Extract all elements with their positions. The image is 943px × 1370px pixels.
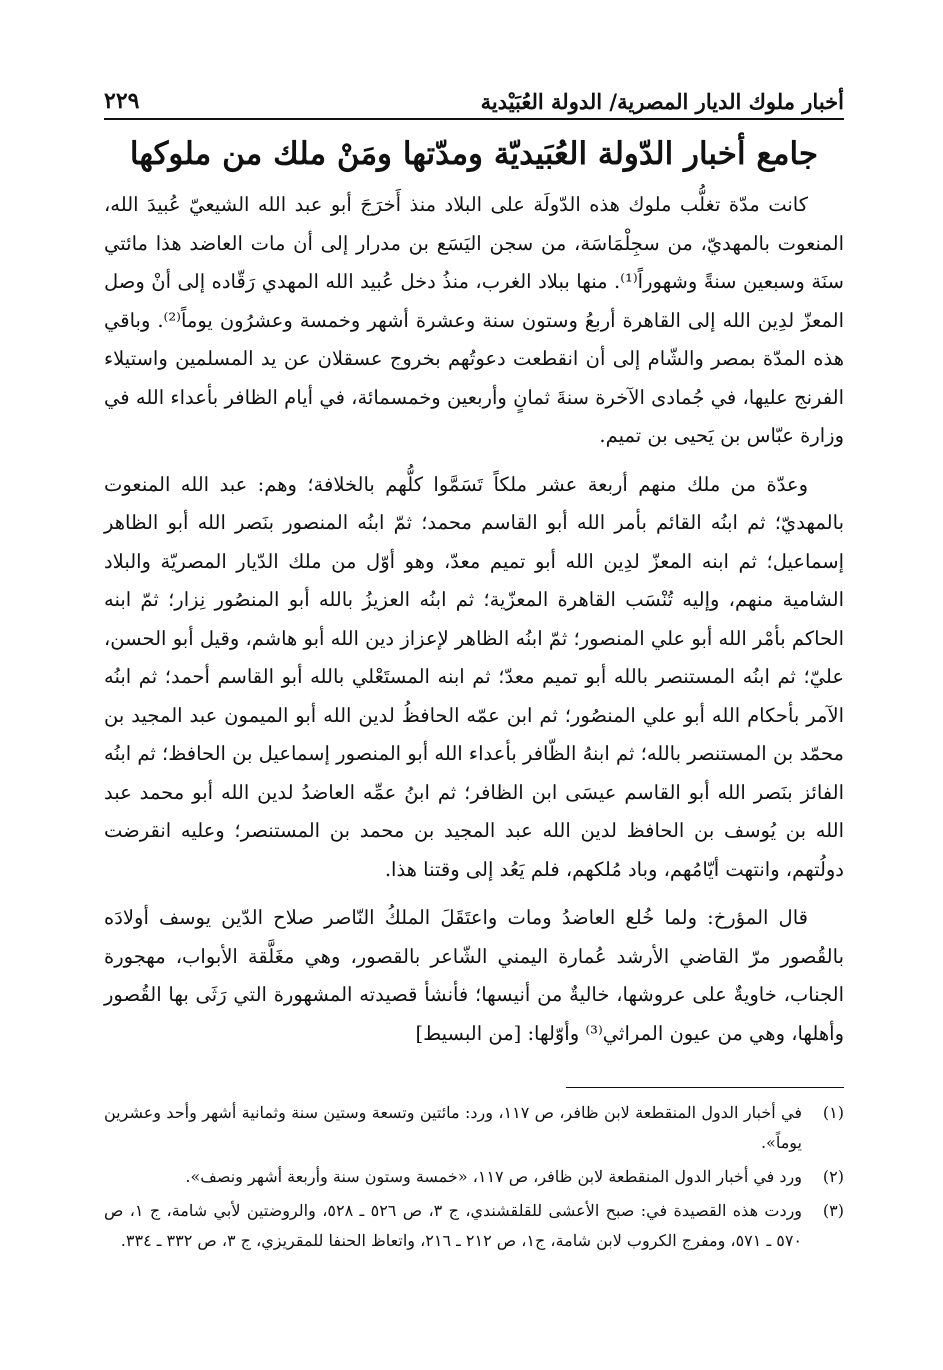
- page-number: ٢٢٩: [104, 88, 140, 114]
- body-text: [104, 186, 844, 1059]
- footnote-number: (١): [822, 1103, 844, 1122]
- footnote-text: وردت هذه القصيدة في: صبح الأعشى للقلقشندي، ج ٣، ص ٥٢٦ ـ ٥٢٨، والروضتين لأبي شامة، ج ١، ص ٥٧٠ ـ ٥٧١، ومفرج الكروب لابن شامة، ج١، ص ٢١٢ ـ ٢١٦، واتعاظ الحنفا للمقريزي، ج ٣، ص ٣٣٢ ـ ٣٣٤.: [104, 1201, 803, 1250]
- footnote-number: (٣): [822, 1201, 844, 1220]
- footnotes: [104, 1098, 844, 1260]
- footnote: [104, 1162, 844, 1192]
- footnote-text: ورد في أخبار الدول المنقطعة لابن ظافر، ص ١١٧، «خمسة وستون سنة وأربعة أشهر ونصف».: [185, 1167, 802, 1186]
- footnote-number: (٢): [822, 1167, 844, 1186]
- running-header: [104, 78, 844, 120]
- running-title: أخبار ملوك الديار المصرية/ الدولة العُبَيْدية: [480, 89, 844, 114]
- paragraph: وعدّة من ملك منهم أربعة عشر ملكاً تَسَمَّوا كلُّهم بالخلافة؛ وهم: عبد الله المنعوت بالمهديّ؛ ثم ابنُه القائم بأمر الله أبو القاسم محمد؛ ثمّ ابنُه المنصور بنَصر الله أبو الظاهر إسماعيل؛ ثم ابنه المعزّ لدِين الله أبو تميم معدّ، وهو أوّل من ملك الدّيار المصريّة والبلاد الشامية منهم، وإليه تُنْسَب القاهرة المعزّية؛ ثم ابنُه العزيزُ بالله أبو المنصُور نِزار؛ ثمّ ابنه الحاكم بأمْر الله أبو علي المنصور؛ ثمّ ابنُه الظاهر لإعزاز دين الله أبو هاشم، وقيل أبو الحسن، عليّ؛ ثم ابنُه المستنصر بالله أبو تميم معدّ؛ ثم ابنه المستَعْلي بالله أبو القاسم أحمد؛ ثم ابنُه الآمر بأحكام الله أبو علي المنصُور؛ ثم ابن عمّه الحافظُ لدين الله أبو الميمون عبد المجيد بن محمّد بن المستنصر بالله؛ ثم ابنهُ الظّافر بأعداء الله أبو المنصور إسماعيل بن الحافظ؛ ثم ابنُه الفائز بنَصر الله أبو القاسم عيسَى ابن الظافر؛ ثم ابنُ عمِّه العاضدُ لدين الله أبو محمد عبد الله بن يُوسف بن الحافظ لدين الله عبد المجيد بن محمد بن المستنصر؛ وعليه انقرضت دولُتهم، وانتهت أيّامُهم، وباد مُلكهم، فلم يَعُد إلى وقتنا هذا.: [104, 472, 844, 881]
- footnote: [104, 1098, 844, 1158]
- footnote: [104, 1196, 844, 1256]
- footnote-text: في أخبار الدول المنقطعة لابن ظافر، ص ١١٧، ورد: مائتين وتسعة وستين سنة وثمانية أشهر وأحد وعشرين يوماً».: [104, 1103, 803, 1152]
- paragraph: كانت مدّة تغلُّب ملوك هذه الدّولَة على البلاد منذ أَخرَجَ أبو عبد الله الشيعيّ عُبيدَ الله، المنعوت بالمهديّ، من سجِلْمَاسَة، من سجن اليَسَع بن مدرار إلى أن مات العاضد هذا مائتي سنَة وسبعين سنةً وشهوراً⁽¹⁾. منها ببلاد الغرب، منذُ دخل عُبيد الله المهدي رَقّاده إلى أنْ وصل المعزّ لدِين الله إلى القاهرة أربعُ وستون سنة وعشرة أشهر وخمسة وعشرُون يوماً⁽²⁾. وباقي هذه المدّة بمصر والشّام إلى أن انقطعت دعوتُهم بخروج عسقلان عن يد المسلمين واستيلاء الفرنج عليها، في جُمادى الآخرة سنةَ ثمانٍ وأربعين وخمسمائة، في أيام الظافر بأعداء الله في وزارة عبّاس بن يَحيى بن تميم.: [104, 193, 845, 447]
- chapter-title: جامع أخبار الدّولة العُبَيديّة ومدّتها ومَنْ ملك من ملوكها: [129, 136, 819, 172]
- paragraph: قال المؤرخ: ولما خُلع العاضدُ ومات واعتَقَلَ الملكُ النّاصر صلاح الدّين يوسف أولادَه بالقُصور مرّ القاضي الأرشد عُمارة اليمني الشّاعر بالقصور، وهي مغَلَّقة الأبواب، مهجورة الجناب، خاويةٌ على عروشها، خاليةٌ من أنيسها؛ فأنشأ قصيدته المشهورة التي رَثَى بها القُصور وأهلها، وهي من عيون المراثي⁽³⁾ وأوّلها: [من البسيط]: [104, 906, 844, 1045]
- footnote-separator: [566, 1087, 844, 1088]
